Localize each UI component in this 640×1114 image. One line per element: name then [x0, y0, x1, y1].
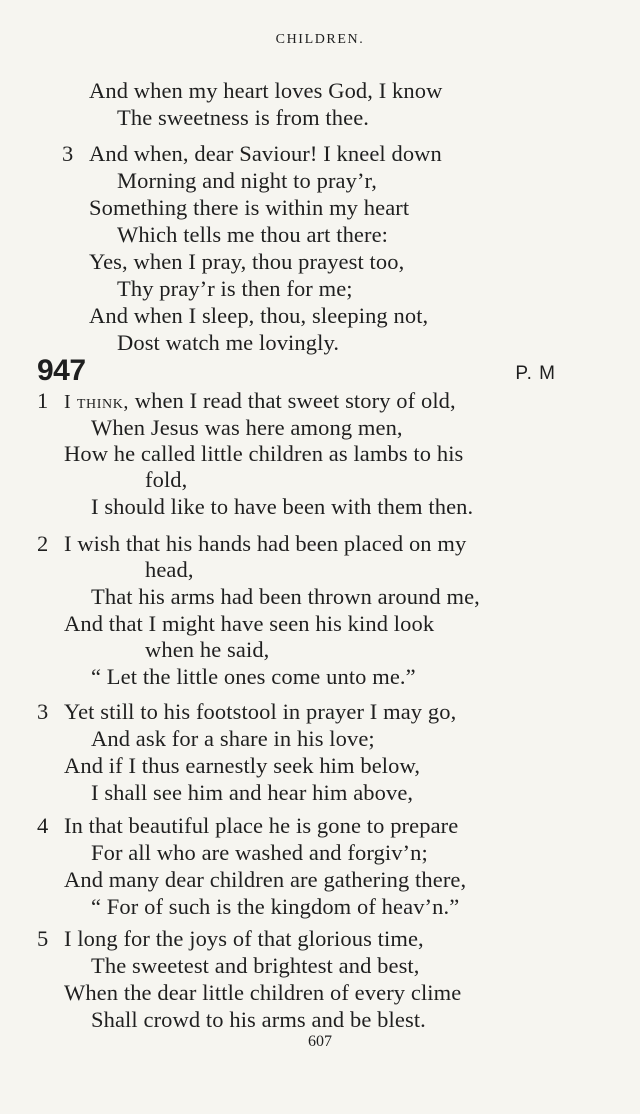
verse-line: For all who are washed and forgiv’n;	[91, 840, 428, 865]
stanza-number: 3	[37, 699, 49, 724]
stanza-number: 3	[62, 141, 74, 166]
running-title: CHILDREN.	[275, 32, 365, 47]
page-number: 607	[308, 1033, 332, 1050]
verse-line: And when I sleep, thou, sleeping not,	[89, 303, 429, 328]
stanza-number: 4	[37, 813, 49, 838]
verse-line: And ask for a share in his love;	[91, 726, 375, 751]
verse-line: How he called little children as lambs to his	[64, 441, 464, 466]
stanza-number: 5	[37, 926, 49, 951]
verse-line: when he said,	[145, 637, 270, 662]
verse-line: And if I thus earnestly seek him below,	[64, 753, 421, 778]
verse-line: Yes, when I pray, thou prayest too,	[89, 249, 405, 274]
verse-line: Dost watch me lovingly.	[117, 330, 340, 355]
verse-line-rest: when I read that sweet story of old,	[129, 388, 456, 413]
verse-line: And many dear children are gathering there,	[64, 867, 467, 892]
verse-line: I long for the joys of that glorious time,	[64, 926, 424, 951]
verse-line: I wish that his hands had been placed on my	[64, 531, 467, 556]
verse-line: When Jesus was here among men,	[91, 415, 403, 440]
verse-line: Yet still to his footstool in prayer I may go,	[64, 699, 457, 724]
stanza-number: 2	[37, 531, 49, 556]
verse-line: And that I might have seen his kind look	[64, 611, 435, 636]
verse-line: The sweetness is from thee.	[117, 105, 370, 130]
verse-line: I shall see him and hear him above,	[91, 780, 414, 805]
verse-line: The sweetest and brightest and best,	[91, 953, 420, 978]
verse-line: Which tells me thou art there:	[117, 222, 389, 247]
verse-line: Shall crowd to his arms and be blest.	[91, 1007, 426, 1032]
verse-line: I should like to have been with them then.	[91, 494, 474, 519]
verse-line: In that beautiful place he is gone to prepare	[64, 813, 459, 838]
verse-line: “ Let the little ones come unto me.”	[91, 664, 416, 689]
verse-line: fold,	[145, 467, 188, 492]
verse-line: And when my heart loves God, I know	[89, 78, 443, 103]
meter-label: P. M	[515, 363, 556, 384]
verse-line: “ For of such is the kingdom of heav’n.”	[91, 894, 460, 919]
smallcaps-opening: I think,	[64, 391, 130, 413]
verse-line: Something there is within my heart	[89, 195, 410, 220]
verse-line: And when, dear Saviour! I kneel down	[89, 141, 442, 166]
verse-line: Morning and night to pray’r,	[117, 168, 377, 193]
verse-line: head,	[145, 557, 194, 582]
verse-line-first	[64, 388, 456, 415]
verse-line: That his arms had been thrown around me,	[91, 584, 480, 609]
verse-line: Thy pray’r is then for me;	[117, 276, 353, 301]
verse-line: When the dear little children of every clime	[64, 980, 462, 1005]
stanza-number: 1	[37, 388, 49, 413]
hymn-number: 947	[37, 354, 86, 387]
